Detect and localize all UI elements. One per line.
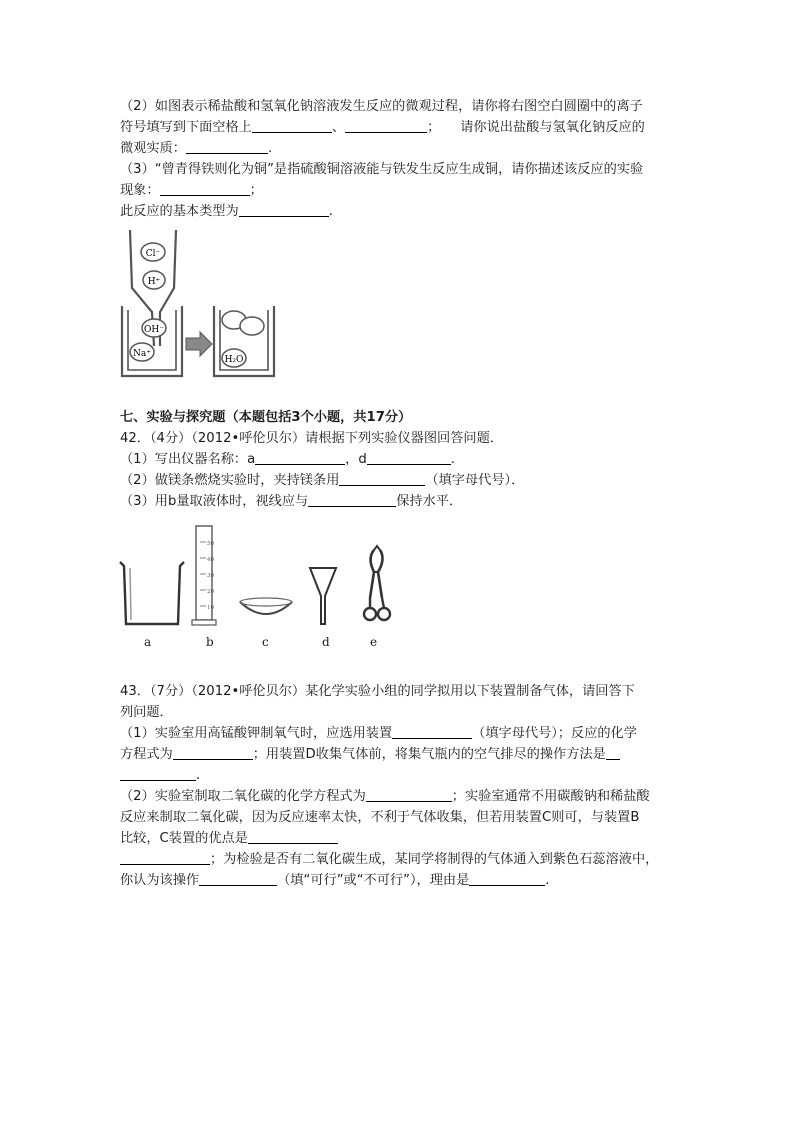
funnel-icon <box>310 568 336 624</box>
answer-blank[interactable] <box>160 181 250 196</box>
q41-line-1: （2）如图表示稀盐酸和氢氧化钠溶液发生反应的微观过程，请你将右图空白圆圈中的离子 <box>120 99 643 114</box>
ion-label: Cl⁻ <box>145 249 161 259</box>
answer-blank[interactable] <box>606 745 620 760</box>
instruments-figure <box>112 520 412 632</box>
answer-blank[interactable] <box>339 471 425 486</box>
answer-blank[interactable] <box>120 766 196 781</box>
q43-line-1: 43．（7分）（2012•呼伦贝尔）某化学实验小组的同学拟用以下装置制备气体，请回答下 <box>120 684 635 699</box>
q43-line-9: ；为检验是否有二氧化碳生成，某同学将制得的气体通入到紫色石蕊溶液中， <box>120 850 658 870</box>
ion-label: H⁺ <box>147 277 161 287</box>
answer-blank[interactable] <box>252 118 332 133</box>
ion-label: Na⁺ <box>133 349 151 359</box>
instrument-label-b: b <box>206 635 214 649</box>
q43-line-2: 列问题． <box>120 705 173 720</box>
q42-line-2: （1）写出仪器名称：a ，d . <box>120 452 455 467</box>
q42-line-1: 42．（4分）（2012•呼伦贝尔）请根据下列实验仪器图回答问题． <box>120 431 503 446</box>
answer-blank[interactable] <box>120 850 210 865</box>
tick-label: 50 <box>207 541 214 547</box>
answer-blank[interactable] <box>367 450 451 465</box>
tick-label: 10 <box>207 605 214 611</box>
q42-line-3: （2）做镁条燃烧实验时，夹持镁条用 （填字母代号）． <box>120 473 525 488</box>
answer-blank[interactable] <box>345 118 427 133</box>
tick-label: 40 <box>207 557 214 563</box>
answer-blank[interactable] <box>199 871 277 886</box>
graduated-cylinder-icon <box>192 526 216 625</box>
answer-blank[interactable] <box>392 724 472 739</box>
instrument-label-d: d <box>322 635 330 649</box>
answer-blank[interactable] <box>469 871 545 886</box>
crucible-tongs-icon <box>364 546 390 620</box>
instrument-label-c: c <box>262 635 269 649</box>
instrument-label-e: e <box>370 635 378 649</box>
tick-label: 30 <box>207 573 214 579</box>
answer-blank[interactable] <box>239 202 329 217</box>
instrument-label-a: a <box>144 635 152 649</box>
q43-line-5: . <box>120 766 200 786</box>
answer-blank[interactable] <box>255 450 345 465</box>
q41-line-5: 现象： ； <box>120 183 263 198</box>
reaction-arrow <box>186 332 212 356</box>
ion-label: OH⁻ <box>144 325 164 335</box>
tick-label: 20 <box>207 589 214 595</box>
q43-line-10: 你认为该操作 （填“可行”或“不可行”），理由是 . <box>120 873 550 888</box>
q41-line-6: 此反应的基本类型为 . <box>120 204 333 219</box>
molecule-label: H₂O <box>224 355 244 365</box>
q41-line-4: （3）“曾青得铁则化为铜”是指硫酸铜溶液能与铁发生反应生成铜，请你描述该反应的实验 <box>120 162 644 177</box>
q43-line-4: 方程式为 ；用装置D收集气体前，将集气瓶内的空气排尽的操作方法是 <box>120 745 620 765</box>
q41-line-3: 微观实质： . <box>120 141 273 156</box>
q43-line-7: 反应来制取二氧化碳，因为反应速率太快，不利于气体收集，但若用装置C则可，与装置B <box>120 810 640 825</box>
answer-blank[interactable] <box>308 492 396 507</box>
answer-blank[interactable] <box>366 787 452 802</box>
q43-line-8: 比较，C装置的优点是 <box>120 829 338 849</box>
evaporating-dish-icon <box>240 598 292 614</box>
section-title: 七、实验与探究题（本题包括3个小题，共17分） <box>120 410 412 425</box>
answer-blank[interactable] <box>248 829 338 844</box>
answer-blank[interactable] <box>186 139 268 154</box>
beaker-icon <box>120 562 184 624</box>
q41-line-2: 符号填写到下面空格上 、 ； 请你说出盐酸与氢氧化钠反应的 <box>120 120 645 135</box>
q42-line-4: （3）用b量取液体时，视线应与 保持水平． <box>120 494 463 509</box>
answer-blank[interactable] <box>173 745 253 760</box>
q43-line-3: （1）实验室用高锰酸钾制氧气时，应选用装置 （填字母代号）；反应的化学 <box>120 726 637 741</box>
reaction-micro-figure <box>118 228 278 383</box>
q43-line-6: （2）实验室制取二氧化碳的化学方程式为 ；实验室通常不用碳酸钠和稀盐酸 <box>120 789 650 804</box>
